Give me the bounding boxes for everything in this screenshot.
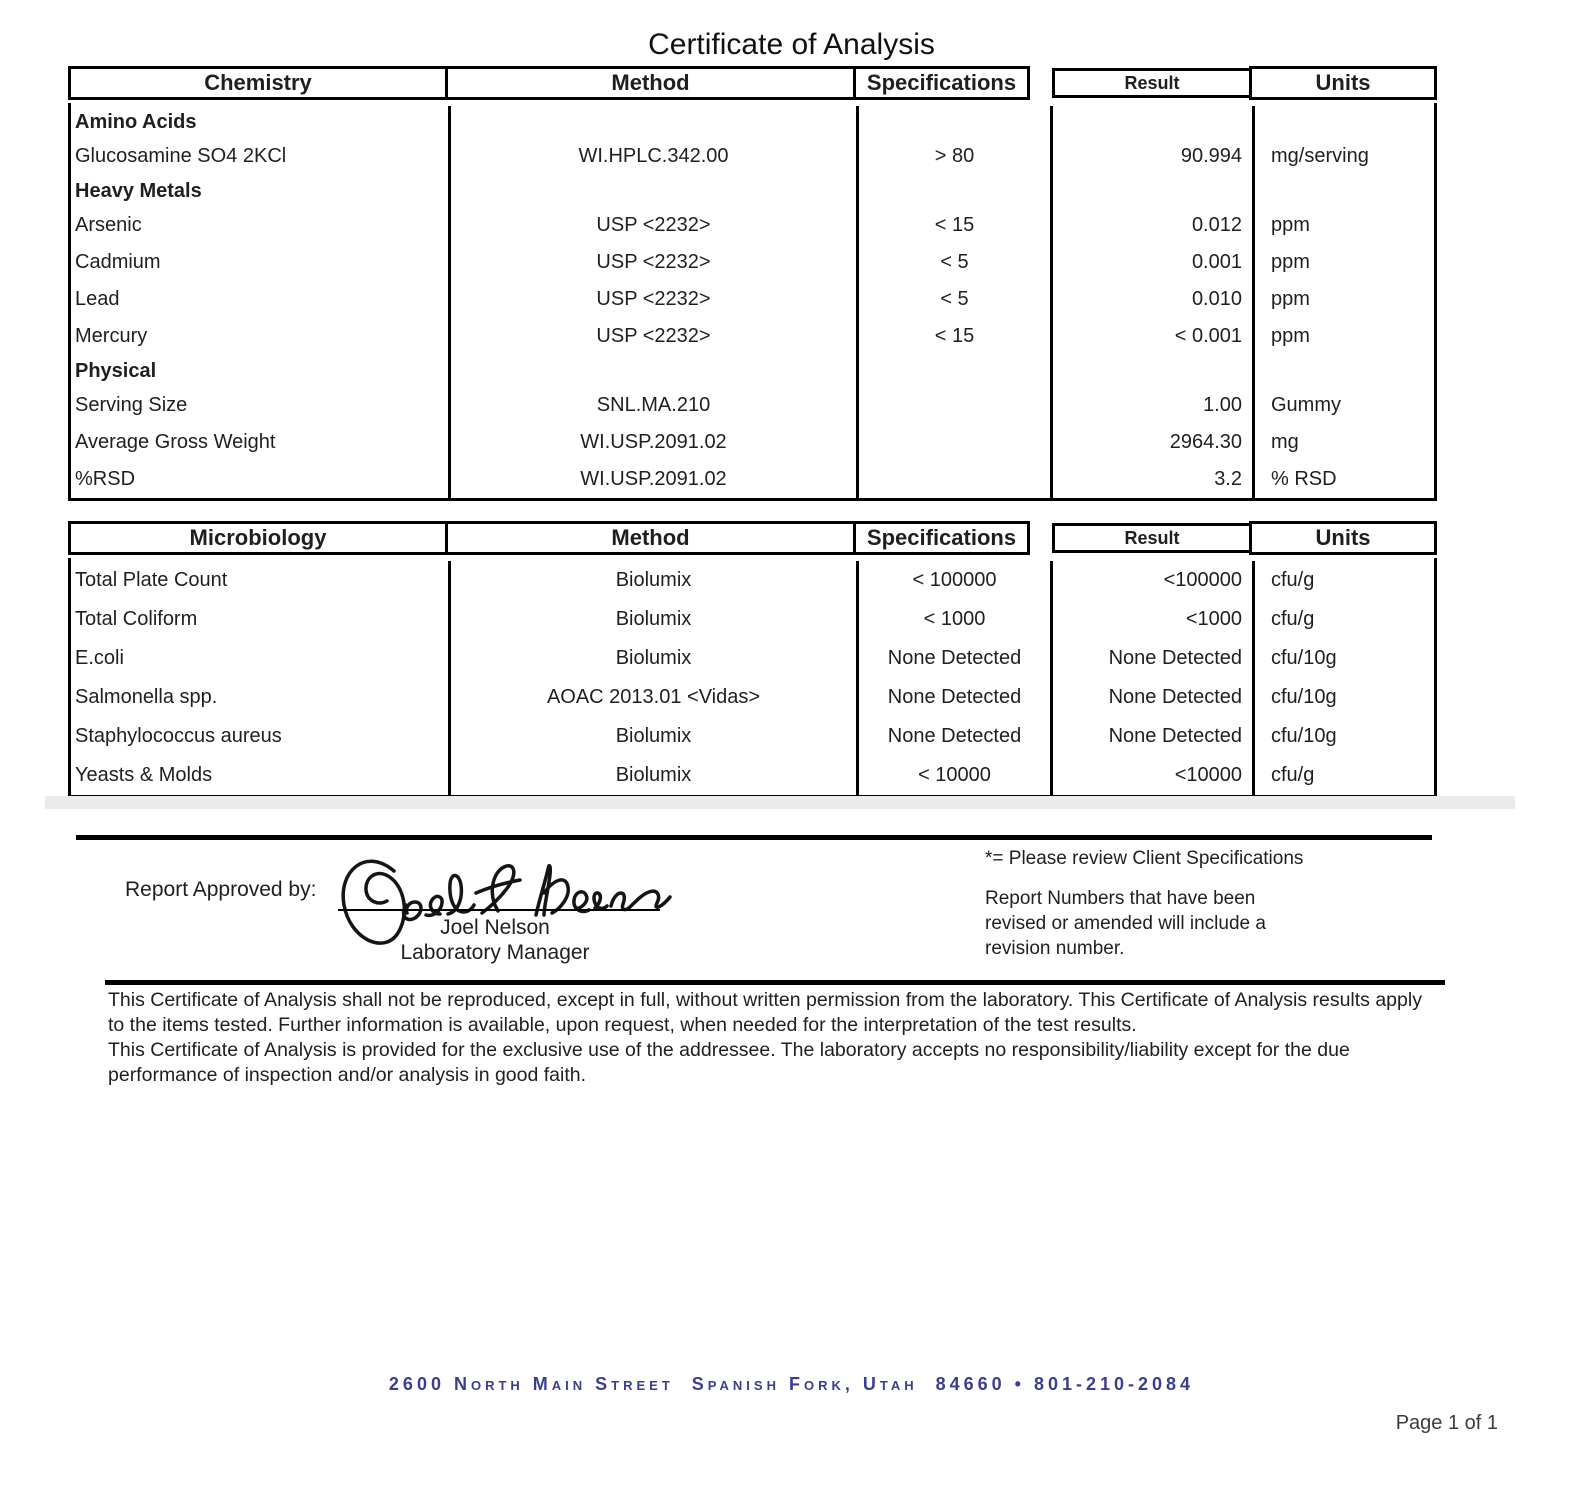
revision-note: Report Numbers that have been revised or amended will include a revision number. [985,888,1266,959]
result-cell: <100000 [1050,561,1252,600]
signer-name: Joel Nelson [440,916,550,939]
table-row [71,207,1434,244]
units-header-cell: Units [1249,66,1437,100]
analyte-name: Mercury [75,325,148,347]
result-cell: None Detected [1050,678,1252,717]
units-cell: cfu/g [1252,756,1434,795]
result-cell [1050,175,1252,207]
method-cell [448,355,856,387]
analyte-name: Glucosamine SO4 2KCl [75,145,287,167]
spec-cell [856,106,1050,138]
spec-cell: None Detected [856,717,1050,756]
table-row [71,175,1434,207]
client-spec-note: *= Please review Client Specifications [985,848,1304,869]
units-cell: cfu/10g [1252,717,1434,756]
units-cell: cfu/10g [1252,639,1434,678]
report-approved-by-label: Report Approved by: [125,878,317,901]
specifications-header-cell: Specifications [853,521,1030,555]
result-cell: 0.001 [1050,244,1252,281]
microbiology-table-header [68,521,1437,555]
units-header-cell: Units [1249,521,1437,555]
result-cell: None Detected [1050,639,1252,678]
method-cell: USP <2232> [448,244,856,281]
table-row [71,717,1434,756]
method-cell: WI.USP.2091.02 [448,461,856,498]
spec-cell: < 15 [856,318,1050,355]
spec-cell: < 5 [856,281,1050,318]
method-header-cell: Method [445,521,856,555]
method-cell: SNL.MA.210 [448,387,856,424]
result-cell: <10000 [1050,756,1252,795]
result-cell: 2964.30 [1050,424,1252,461]
method-cell: Biolumix [448,639,856,678]
table-row [71,355,1434,387]
units-cell [1252,355,1434,387]
disclaimer-paragraph-1: This Certificate of Analysis shall not be reproduced, except in full, without written permission from the laboratory. This Certificate of Analysis results apply to the items tested. Further information is available, upon request, when needed for the interpretation of the test results. [108,989,1422,1036]
result-header-cell: Result [1052,523,1252,553]
analyte-name: %RSD [75,468,136,490]
microbiology-header-cell: Microbiology [68,521,448,555]
analyte-name: Lead [75,288,120,310]
units-cell [1252,175,1434,207]
microbiology-table [68,521,1437,798]
scan-artifact-band [45,796,1515,809]
spec-cell: < 15 [856,207,1050,244]
chemistry-header-cell: Chemistry [68,66,448,100]
spec-cell: < 1000 [856,600,1050,639]
table-row [71,387,1434,424]
table-row [71,639,1434,678]
units-cell: ppm [1252,244,1434,281]
table-row [71,678,1434,717]
method-cell: Biolumix [448,600,856,639]
table-row [71,281,1434,318]
result-cell: 0.012 [1050,207,1252,244]
divider-rule-bottom [105,980,1445,985]
units-cell: cfu/g [1252,600,1434,639]
analyte-name: Yeasts & Molds [75,764,213,786]
spec-cell: None Detected [856,678,1050,717]
signer-title: Laboratory Manager [400,941,590,964]
units-cell [1252,106,1434,138]
analyte-name: Serving Size [75,394,188,416]
spec-cell: < 100000 [856,561,1050,600]
method-cell: AOAC 2013.01 <Vidas> [448,678,856,717]
spec-cell [856,355,1050,387]
method-cell: WI.USP.2091.02 [448,424,856,461]
units-cell: cfu/g [1252,561,1434,600]
analyte-name: Salmonella spp. [75,686,218,708]
divider-rule-top [76,835,1432,840]
spec-cell: < 10000 [856,756,1050,795]
lab-address: 2600 North Main Street Spanish Fork, Utah 84660 • 801-210-2084 [388,1374,1195,1394]
analyte-name: Cadmium [75,251,161,273]
analyte-name: E.coli [75,647,124,669]
spec-cell [856,387,1050,424]
analyte-name: Physical [75,359,157,382]
units-cell: % RSD [1252,461,1434,498]
table-row [71,600,1434,639]
spec-cell [856,175,1050,207]
method-header-cell: Method [445,66,856,100]
spec-cell: < 5 [856,244,1050,281]
spec-cell: None Detected [856,639,1050,678]
analyte-name: Heavy Metals [75,179,202,202]
analyte-name: Total Plate Count [75,569,228,591]
method-cell: Biolumix [448,561,856,600]
result-cell: None Detected [1050,717,1252,756]
result-cell: 0.010 [1050,281,1252,318]
specifications-header-cell: Specifications [853,66,1030,100]
chemistry-table-body [68,103,1437,501]
table-row [71,424,1434,461]
analyte-name: Amino Acids [75,110,197,133]
result-cell: 3.2 [1050,461,1252,498]
units-cell: cfu/10g [1252,678,1434,717]
result-cell [1050,355,1252,387]
header-gap [1030,66,1052,100]
signature-underline [338,909,660,911]
header-gap [1030,521,1052,555]
units-cell: ppm [1252,318,1434,355]
result-header-cell: Result [1052,68,1252,98]
result-cell: 90.994 [1050,138,1252,175]
method-cell: USP <2232> [448,318,856,355]
disclaimer-paragraph-2: This Certificate of Analysis is provided for the exclusive use of the addressee. The laboratory accepts no responsibility/liability except for the due performance of inspection and/or analysis in good faith. [108,1039,1350,1086]
spec-cell: > 80 [856,138,1050,175]
table-row [71,244,1434,281]
analyte-name: Total Coliform [75,608,198,630]
table-row [71,756,1434,795]
units-cell: Gummy [1252,387,1434,424]
units-cell: ppm [1252,207,1434,244]
method-cell: USP <2232> [448,281,856,318]
microbiology-table-body [68,558,1437,798]
page-title: Certificate of Analysis [648,28,935,61]
analyte-name: Staphylococcus aureus [75,725,282,747]
method-cell [448,175,856,207]
result-cell: 1.00 [1050,387,1252,424]
method-cell: Biolumix [448,756,856,795]
result-cell: < 0.001 [1050,318,1252,355]
spec-cell [856,424,1050,461]
method-cell: USP <2232> [448,207,856,244]
method-cell: Biolumix [448,717,856,756]
disclaimer-text [108,988,1438,1088]
method-cell: WI.HPLC.342.00 [448,138,856,175]
table-row [71,138,1434,175]
units-cell: ppm [1252,281,1434,318]
units-cell: mg/serving [1252,138,1434,175]
page-number: Page 1 of 1 [1395,1412,1498,1434]
method-cell [448,106,856,138]
table-row [71,461,1434,498]
result-cell [1050,106,1252,138]
result-cell: <1000 [1050,600,1252,639]
chemistry-table-header [68,66,1437,100]
spec-cell [856,461,1050,498]
analyte-name: Arsenic [75,214,142,236]
analyte-name: Average Gross Weight [75,431,276,453]
table-row [71,318,1434,355]
chemistry-table [68,66,1437,501]
table-row [71,561,1434,600]
table-row [71,106,1434,138]
units-cell: mg [1252,424,1434,461]
